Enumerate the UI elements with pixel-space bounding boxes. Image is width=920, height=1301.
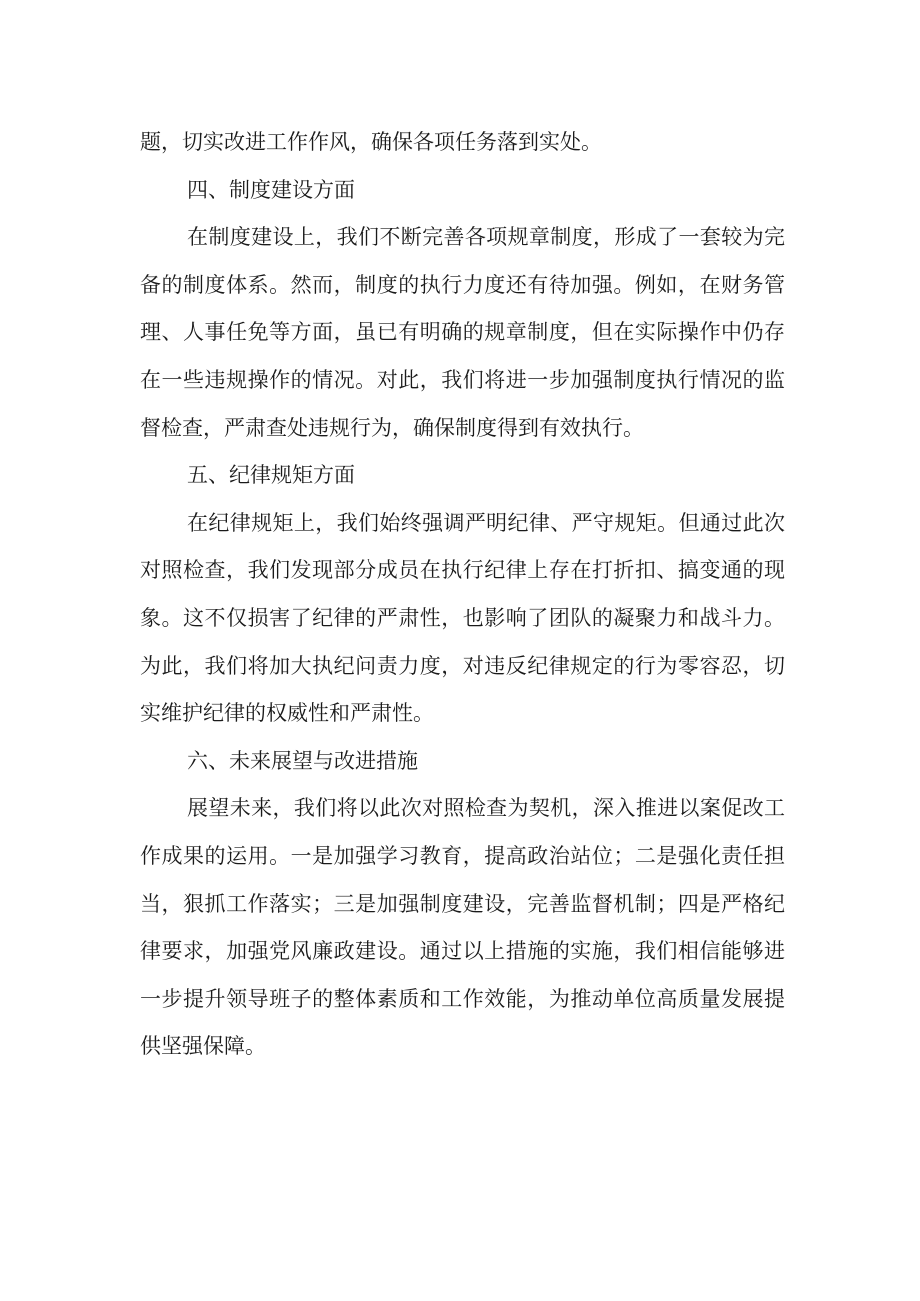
paragraph-institution-line: 备的制度体系。然而，制度的执行力度还有待加强。例如，在财务管 — [140, 272, 785, 297]
paragraph-outlook-line: 展望未来，我们将以此次对照检查为契机，深入推进以案促改工 — [187, 796, 785, 821]
section-heading-outlook: 六、未来展望与改进措施 — [187, 748, 418, 773]
document-body — [140, 119, 785, 1071]
paragraph-outlook-line: 当，狠抓工作落实；三是加强制度建设，完善监督机制；四是严格纪 — [140, 891, 785, 916]
paragraph-outlook-line: 一步提升领导班子的整体素质和工作效能，为推动单位高质量发展提 — [140, 986, 785, 1011]
paragraph-discipline-line: 实维护纪律的权威性和严肃性。 — [140, 701, 434, 726]
paragraph-outlook-line: 作成果的运用。一是加强学习教育，提高政治站位；二是强化责任担 — [140, 843, 785, 868]
paragraph-discipline-line: 在纪律规矩上，我们始终强调严明纪律、严守规矩。但通过此次 — [187, 510, 785, 535]
paragraph-discipline-line: 对照检查，我们发现部分成员在执行纪律上存在打折扣、搞变通的现 — [140, 558, 785, 583]
paragraph-discipline-line: 象。这不仅损害了纪律的严肃性，也影响了团队的凝聚力和战斗力。 — [140, 605, 785, 630]
paragraph-3-line-end: 题，切实改进工作作风，确保各项任务落到实处。 — [140, 130, 602, 154]
paragraph-institution-line: 在制度建设上，我们不断完善各项规章制度，形成了一套较为完 — [187, 225, 785, 250]
paragraph-institution-line: 理、人事任免等方面，虽已有明确的规章制度，但在实际操作中仍存 — [140, 320, 785, 345]
paragraph-institution-line: 在一些违规操作的情况。对此，我们将进一步加强制度执行情况的监 — [140, 367, 785, 392]
paragraph-outlook-line: 律要求，加强党风廉政建设。通过以上措施的实施，我们相信能够进 — [140, 939, 785, 964]
paragraph-outlook-line: 供坚强保障。 — [140, 1034, 266, 1059]
section-heading-institution: 四、制度建设方面 — [187, 177, 355, 202]
paragraph-institution-line: 督检查，严肃查处违规行为，确保制度得到有效执行。 — [140, 415, 644, 440]
section-heading-discipline: 五、纪律规矩方面 — [187, 463, 355, 488]
paragraph-discipline-line: 为此，我们将加大执纪问责力度，对违反纪律规定的行为零容忍，切 — [140, 653, 785, 678]
